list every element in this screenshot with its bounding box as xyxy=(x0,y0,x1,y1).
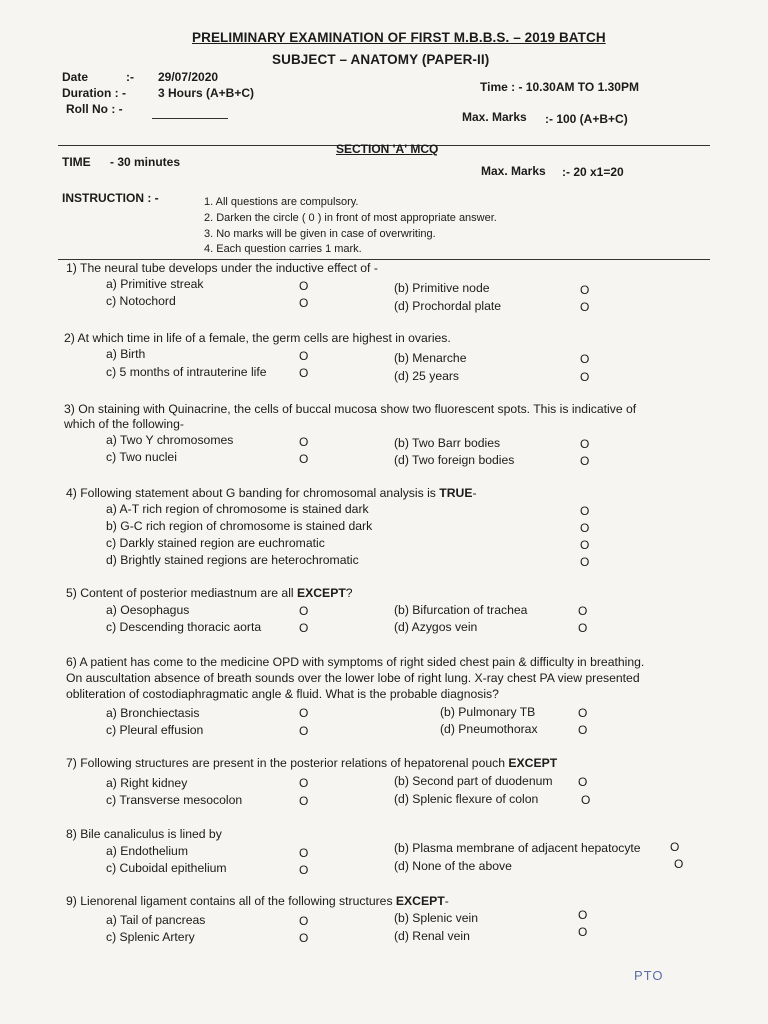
q5-option-d: (d) Azygos vein xyxy=(394,620,478,634)
section-max-marks-value: :- 20 x1=20 xyxy=(562,165,624,179)
q9-option-b-circle[interactable]: O xyxy=(578,908,588,922)
q4-option-b: b) G-C rich region of chromosome is stained dark xyxy=(106,519,373,533)
duration-label: Duration : - xyxy=(62,86,126,100)
q3-option-c-circle[interactable]: O xyxy=(299,452,309,466)
q1-option-b-circle[interactable]: O xyxy=(580,283,590,297)
q6-option-b-circle[interactable]: O xyxy=(578,706,588,720)
question-6-text-cont2: obliteration of costodiaphragmatic angle & fluid. What is the probable diagnosis? xyxy=(66,687,499,701)
date-separator: :- xyxy=(126,70,134,84)
q9-option-c: c) Splenic Artery xyxy=(106,930,195,944)
section-time-label: TIME xyxy=(62,155,91,169)
q4-option-c-circle[interactable]: O xyxy=(580,538,590,552)
question-3-text: 3) On staining with Quinacrine, the cells of buccal mucosa show two fluorescent spots. This is indicative of xyxy=(64,402,637,416)
q7-option-d-circle[interactable]: O xyxy=(581,793,591,807)
q7-option-b-circle[interactable]: O xyxy=(578,775,588,789)
question-7-text xyxy=(66,756,557,770)
instruction-divider xyxy=(58,259,710,260)
q2-option-a-circle[interactable]: O xyxy=(299,349,309,363)
question-7-emphasis: EXCEPT xyxy=(508,756,558,770)
question-4-emphasis: TRUE xyxy=(439,486,473,500)
q4-option-d-circle[interactable]: O xyxy=(580,555,590,569)
q9-option-a: a) Tail of pancreas xyxy=(106,913,206,927)
question-4-tail: - xyxy=(472,486,477,500)
instruction-item: 1. All questions are compulsory. xyxy=(204,196,359,208)
q6-option-c-circle[interactable]: O xyxy=(299,724,309,738)
q6-option-a-circle[interactable]: O xyxy=(299,706,309,720)
q3-option-c: c) Two nuclei xyxy=(106,450,177,464)
q6-option-d-circle[interactable]: O xyxy=(578,723,588,737)
instruction-label: INSTRUCTION : - xyxy=(62,191,159,205)
q3-option-b-circle[interactable]: O xyxy=(580,437,590,451)
q7-option-d: (d) Splenic flexure of colon xyxy=(394,792,539,806)
q8-option-b-circle[interactable]: O xyxy=(670,840,680,854)
max-marks-value: :- 100 (A+B+C) xyxy=(545,112,628,126)
q9-option-d-circle[interactable]: O xyxy=(578,925,588,939)
q6-option-d: (d) Pneumothorax xyxy=(440,722,538,736)
question-3-text-cont: which of the following- xyxy=(64,417,184,431)
q8-option-c: c) Cuboidal epithelium xyxy=(106,861,227,875)
question-9-tail: - xyxy=(444,894,449,908)
q3-option-d: (d) Two foreign bodies xyxy=(394,453,515,467)
q5-option-c: c) Descending thoracic aorta xyxy=(106,620,262,634)
q4-option-a-circle[interactable]: O xyxy=(580,504,590,518)
q8-option-d-circle[interactable]: O xyxy=(674,857,684,871)
q4-option-d: d) Brightly stained regions are heterochromatic xyxy=(106,553,359,567)
q1-option-c: c) Notochord xyxy=(106,294,176,308)
rollno-blank-line xyxy=(152,118,228,119)
q2-option-b-circle[interactable]: O xyxy=(580,352,590,366)
q7-option-a: a) Right kidney xyxy=(106,776,188,790)
q6-option-a: a) Bronchiectasis xyxy=(106,706,200,720)
q8-option-a-circle[interactable]: O xyxy=(299,846,309,860)
q8-option-a: a) Endothelium xyxy=(106,844,188,858)
section-title: SECTION 'A' MCQ xyxy=(336,142,439,156)
q1-option-c-circle[interactable]: O xyxy=(299,296,309,310)
q6-option-b: (b) Pulmonary TB xyxy=(440,705,536,719)
date-label: Date xyxy=(62,70,89,84)
rollno-label: Roll No : - xyxy=(66,102,123,116)
q2-option-c-circle[interactable]: O xyxy=(299,366,309,380)
question-8-text: 8) Bile canaliculus is lined by xyxy=(66,827,222,841)
question-9-emphasis: EXCEPT xyxy=(395,894,445,908)
q4-option-a: a) A-T rich region of chromosome is stained dark xyxy=(106,502,369,516)
q9-option-b: (b) Splenic vein xyxy=(394,911,478,925)
q8-option-c-circle[interactable]: O xyxy=(299,863,309,877)
question-5-tail: ? xyxy=(345,586,353,600)
q7-option-c: c) Transverse mesocolon xyxy=(106,793,243,807)
question-4-text xyxy=(66,486,477,500)
section-time-value: - 30 minutes xyxy=(110,155,181,169)
instruction-item: 4. Each question carries 1 mark. xyxy=(204,243,362,255)
q2-option-c: c) 5 months of intrauterine life xyxy=(106,365,267,379)
q5-option-b-circle[interactable]: O xyxy=(578,604,588,618)
question-9-text xyxy=(66,894,449,908)
please-turn-over-note: PTO xyxy=(634,968,664,983)
instruction-item: 3. No marks will be given in case of overwriting. xyxy=(204,228,436,240)
q6-option-c: c) Pleural effusion xyxy=(106,723,204,737)
q7-option-b: (b) Second part of duodenum xyxy=(394,774,553,788)
duration-value: 3 Hours (A+B+C) xyxy=(158,86,255,100)
question-1-text: 1) The neural tube develops under the inductive effect of - xyxy=(66,261,378,275)
q2-option-a: a) Birth xyxy=(106,347,146,361)
question-4-stem: 4) Following statement about G banding for chromosomal analysis is xyxy=(66,486,440,500)
q8-option-b: (b) Plasma membrane of adjacent hepatocyte xyxy=(394,841,641,855)
question-5-emphasis: EXCEPT xyxy=(297,586,346,600)
question-6-text: 6) A patient has come to the medicine OPD with symptoms of right sided chest pain & difficulty in breathing. xyxy=(66,655,645,669)
date-value: 29/07/2020 xyxy=(158,70,219,84)
q4-option-c: c) Darkly stained region are euchromatic xyxy=(106,536,325,550)
q5-option-d-circle[interactable]: O xyxy=(578,621,588,635)
q1-option-a: a) Primitive streak xyxy=(106,277,204,291)
q1-option-d: (d) Prochordal plate xyxy=(394,299,502,313)
q9-option-a-circle[interactable]: O xyxy=(299,914,309,928)
max-marks-label: Max. Marks xyxy=(462,110,527,124)
question-5-stem: 5) Content of posterior mediastnum are all xyxy=(66,586,297,600)
q3-option-d-circle[interactable]: O xyxy=(580,454,590,468)
section-max-marks-label: Max. Marks xyxy=(481,164,546,178)
question-5-text xyxy=(66,586,353,600)
q7-option-a-circle[interactable]: O xyxy=(299,776,309,790)
q5-option-a: a) Oesophagus xyxy=(106,603,190,617)
q1-option-b: (b) Primitive node xyxy=(394,281,490,295)
question-2-text: 2) At which time in life of a female, the germ cells are highest in ovaries. xyxy=(64,331,451,345)
q5-option-c-circle[interactable]: O xyxy=(299,621,309,635)
exam-time: Time : - 10.30AM TO 1.30PM xyxy=(480,80,639,94)
instruction-item: 2. Darken the circle ( 0 ) in front of most appropriate answer. xyxy=(204,212,497,224)
question-7-stem: 7) Following structures are present in the posterior relations of hepatorenal pouch xyxy=(66,756,509,770)
q9-option-c-circle[interactable]: O xyxy=(299,931,309,945)
q5-option-b: (b) Bifurcation of trachea xyxy=(394,603,528,617)
question-6-text-cont: On auscultation absence of breath sounds over the lower lobe of right lung. X-ray chest PA view presented xyxy=(66,671,640,685)
q3-option-a-circle[interactable]: O xyxy=(299,435,309,449)
q5-option-a-circle[interactable]: O xyxy=(299,604,309,618)
q1-option-a-circle[interactable]: O xyxy=(299,279,309,293)
exam-title: PRELIMINARY EXAMINATION OF FIRST M.B.B.S. – 2019 BATCH xyxy=(192,30,606,45)
q9-option-d: (d) Renal vein xyxy=(394,929,470,943)
q2-option-d: (d) 25 years xyxy=(394,369,460,383)
q1-option-d-circle[interactable]: O xyxy=(580,300,590,314)
exam-subject: SUBJECT – ANATOMY (PAPER-II) xyxy=(272,52,490,67)
question-9-stem: 9) Lienorenal ligament contains all of the following structures xyxy=(66,894,396,908)
q4-option-b-circle[interactable]: O xyxy=(580,521,590,535)
q8-option-d: (d) None of the above xyxy=(394,859,512,873)
q2-option-b: (b) Menarche xyxy=(394,351,467,365)
q7-option-c-circle[interactable]: O xyxy=(299,794,309,808)
q3-option-b: (b) Two Barr bodies xyxy=(394,436,501,450)
q3-option-a: a) Two Y chromosomes xyxy=(106,433,234,447)
q2-option-d-circle[interactable]: O xyxy=(580,370,590,384)
